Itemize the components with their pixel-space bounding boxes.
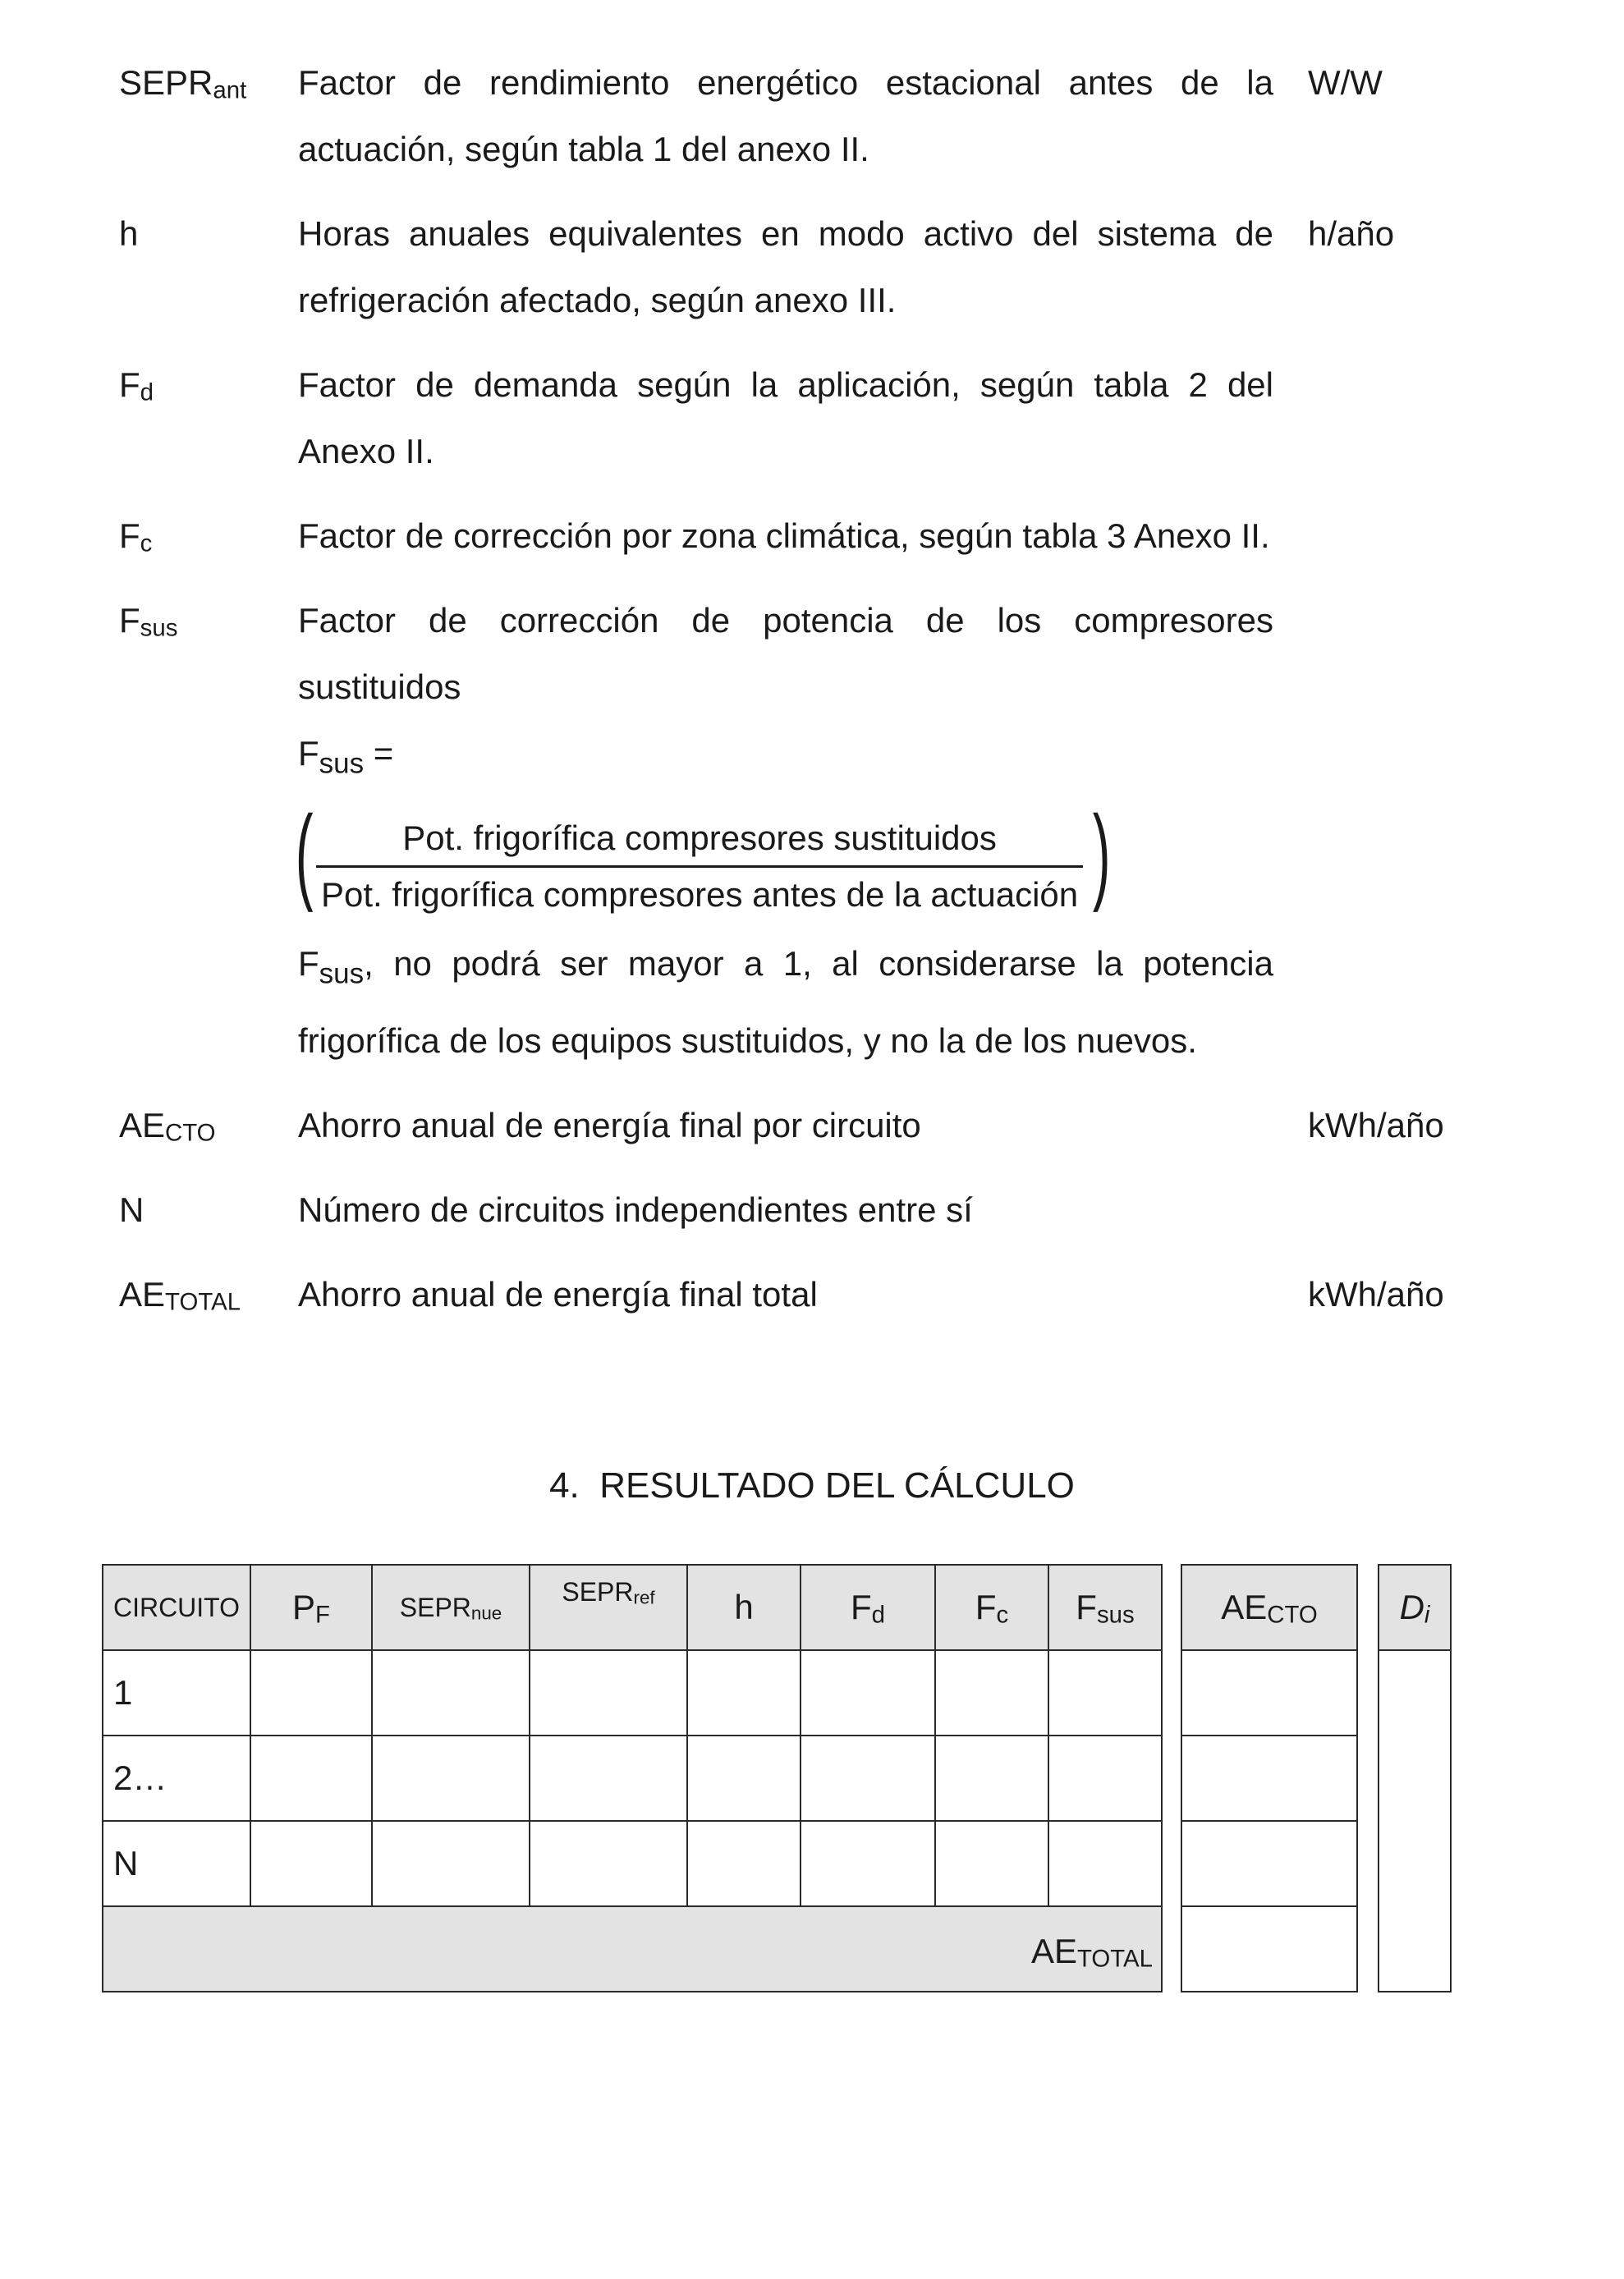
header-sepr-ref: $SEPR_{ref}$ xyxy=(530,1565,687,1650)
definition-symbol: N xyxy=(119,1190,145,1229)
total-label: $AE_{TOTAL}$ xyxy=(103,1906,1162,1992)
table-cell[interactable] xyxy=(1181,1736,1357,1821)
di-merged-cell[interactable] xyxy=(1379,1650,1451,1992)
definition-description: Factor de rendimiento energético estacional antes de la actuación, según tabla 1 del anexo II. xyxy=(298,63,1273,168)
results-table xyxy=(102,1564,1163,1992)
table-cell[interactable] xyxy=(250,1821,372,1906)
table-cell[interactable] xyxy=(1181,1650,1357,1736)
table-row xyxy=(1181,1906,1357,1992)
definition-symbol: $AE_{TOTAL}$ xyxy=(119,1274,241,1316)
table-cell[interactable] xyxy=(935,1821,1048,1906)
table-cell[interactable] xyxy=(1048,1821,1162,1906)
table-row xyxy=(103,1821,1162,1906)
definitions-list xyxy=(119,49,1515,1346)
definition-row xyxy=(119,49,1515,182)
definition-description: Número de circuitos independientes entre sí xyxy=(298,1190,973,1229)
header-ae-cto: $AE_{CTO}$ xyxy=(1181,1565,1357,1650)
table-cell[interactable] xyxy=(1048,1650,1162,1736)
section-number: 4. xyxy=(549,1465,580,1506)
table-row xyxy=(1181,1650,1357,1736)
header-sepr-nue: $SEPR_{nue}$ xyxy=(372,1565,530,1650)
definition-symbol: $SEPR_{ant}$ xyxy=(119,63,247,104)
table-cell[interactable] xyxy=(530,1821,687,1906)
header-fsus: $F_{sus}$ xyxy=(1048,1565,1162,1650)
table-cell[interactable] xyxy=(372,1736,530,1821)
definition-description: Horas anuales equivalentes en modo activo del sistema de refrigeración afectado, según anexo III. xyxy=(298,214,1273,319)
fsus-note: $F_{sus}$, no podrá ser mayor a 1, al considerarse la potencia frigorífica de los equipos sustituidos, y no la de los nuevos. xyxy=(298,944,1273,1060)
table-cell[interactable] xyxy=(687,1736,801,1821)
table-row xyxy=(1379,1650,1451,1992)
left-parenthesis: ( xyxy=(295,793,314,914)
table-cell[interactable] xyxy=(250,1650,372,1736)
table-row xyxy=(103,1650,1162,1736)
table-cell[interactable] xyxy=(1048,1736,1162,1821)
header-circuito: CIRCUITO xyxy=(103,1565,250,1650)
definition-description xyxy=(295,587,1273,1074)
row-label: 1 xyxy=(103,1650,250,1736)
table-cell[interactable] xyxy=(372,1650,530,1736)
table-cell[interactable] xyxy=(250,1736,372,1821)
section-title: RESULTADO DEL CÁLCULO xyxy=(599,1465,1075,1506)
section-heading xyxy=(0,1461,1624,1511)
table-cell[interactable] xyxy=(935,1736,1048,1821)
header-h: h xyxy=(687,1565,801,1650)
header-di: $D_i$ xyxy=(1379,1565,1451,1650)
row-label: N xyxy=(103,1821,250,1906)
fsus-formula xyxy=(295,793,1111,915)
table-total-row xyxy=(103,1906,1162,1992)
table-header-row xyxy=(1379,1565,1451,1650)
definition-symbol: h xyxy=(119,214,139,253)
table-cell[interactable] xyxy=(1181,1821,1357,1906)
definition-symbol: $F_c$ xyxy=(119,516,153,557)
fsus-formula-label: $F_{sus}$ = xyxy=(298,734,394,780)
right-parenthesis: ) xyxy=(1092,793,1111,914)
table-cell[interactable] xyxy=(935,1650,1048,1736)
fraction-numerator: Pot. frigorífica compresores sustituidos xyxy=(402,819,997,858)
definition-unit: W/W xyxy=(1308,63,1383,102)
fsus-description-text: Factor de corrección de potencia de los compresores sustituidos xyxy=(298,601,1273,706)
definition-unit: kWh/año xyxy=(1308,1274,1444,1314)
definition-row xyxy=(119,502,1515,569)
header-pf: $P_F$ xyxy=(250,1565,372,1650)
definition-row xyxy=(119,587,1515,1074)
table-cell[interactable] xyxy=(530,1650,687,1736)
table-cell[interactable] xyxy=(530,1736,687,1821)
definition-description: Factor de corrección por zona climática, según tabla 3 Anexo II. xyxy=(298,516,1270,555)
table-header-row xyxy=(1181,1565,1357,1650)
table-row xyxy=(103,1736,1162,1821)
table-cell[interactable] xyxy=(801,1650,935,1736)
table-row xyxy=(1181,1736,1357,1821)
definition-row xyxy=(119,1176,1515,1243)
definition-description: Ahorro anual de energía final por circuito xyxy=(298,1105,921,1144)
table-cell[interactable] xyxy=(801,1821,935,1906)
table-cell[interactable] xyxy=(801,1736,935,1821)
table-cell[interactable] xyxy=(687,1821,801,1906)
fraction xyxy=(316,818,1083,915)
table-header-row xyxy=(103,1565,1162,1650)
definition-row xyxy=(119,351,1515,484)
definition-description: Factor de demanda según la aplicación, según tabla 2 del Anexo II. xyxy=(298,365,1273,470)
definition-symbol: $F_d$ xyxy=(119,365,154,406)
fraction-denominator: Pot. frigorífica compresores antes de la actuación xyxy=(321,875,1079,915)
ae-cto-table xyxy=(1181,1564,1358,1992)
definition-symbol: $F_{sus}$ xyxy=(119,601,178,642)
di-table xyxy=(1378,1564,1452,1992)
table-cell[interactable] xyxy=(687,1650,801,1736)
definition-symbol: $AE_{CTO}$ xyxy=(119,1105,216,1147)
table-row xyxy=(1181,1821,1357,1906)
definition-unit: h/año xyxy=(1308,214,1395,253)
definition-row xyxy=(119,1261,1515,1328)
definition-description: Ahorro anual de energía final total xyxy=(298,1274,818,1314)
definition-unit: kWh/año xyxy=(1308,1105,1444,1144)
ae-total-cell[interactable] xyxy=(1181,1906,1357,1992)
header-fc: $F_c$ xyxy=(935,1565,1048,1650)
definition-row xyxy=(119,1092,1515,1158)
table-cell[interactable] xyxy=(372,1821,530,1906)
definition-row xyxy=(119,200,1515,333)
header-fd: $F_d$ xyxy=(801,1565,935,1650)
row-label: 2… xyxy=(103,1736,250,1821)
